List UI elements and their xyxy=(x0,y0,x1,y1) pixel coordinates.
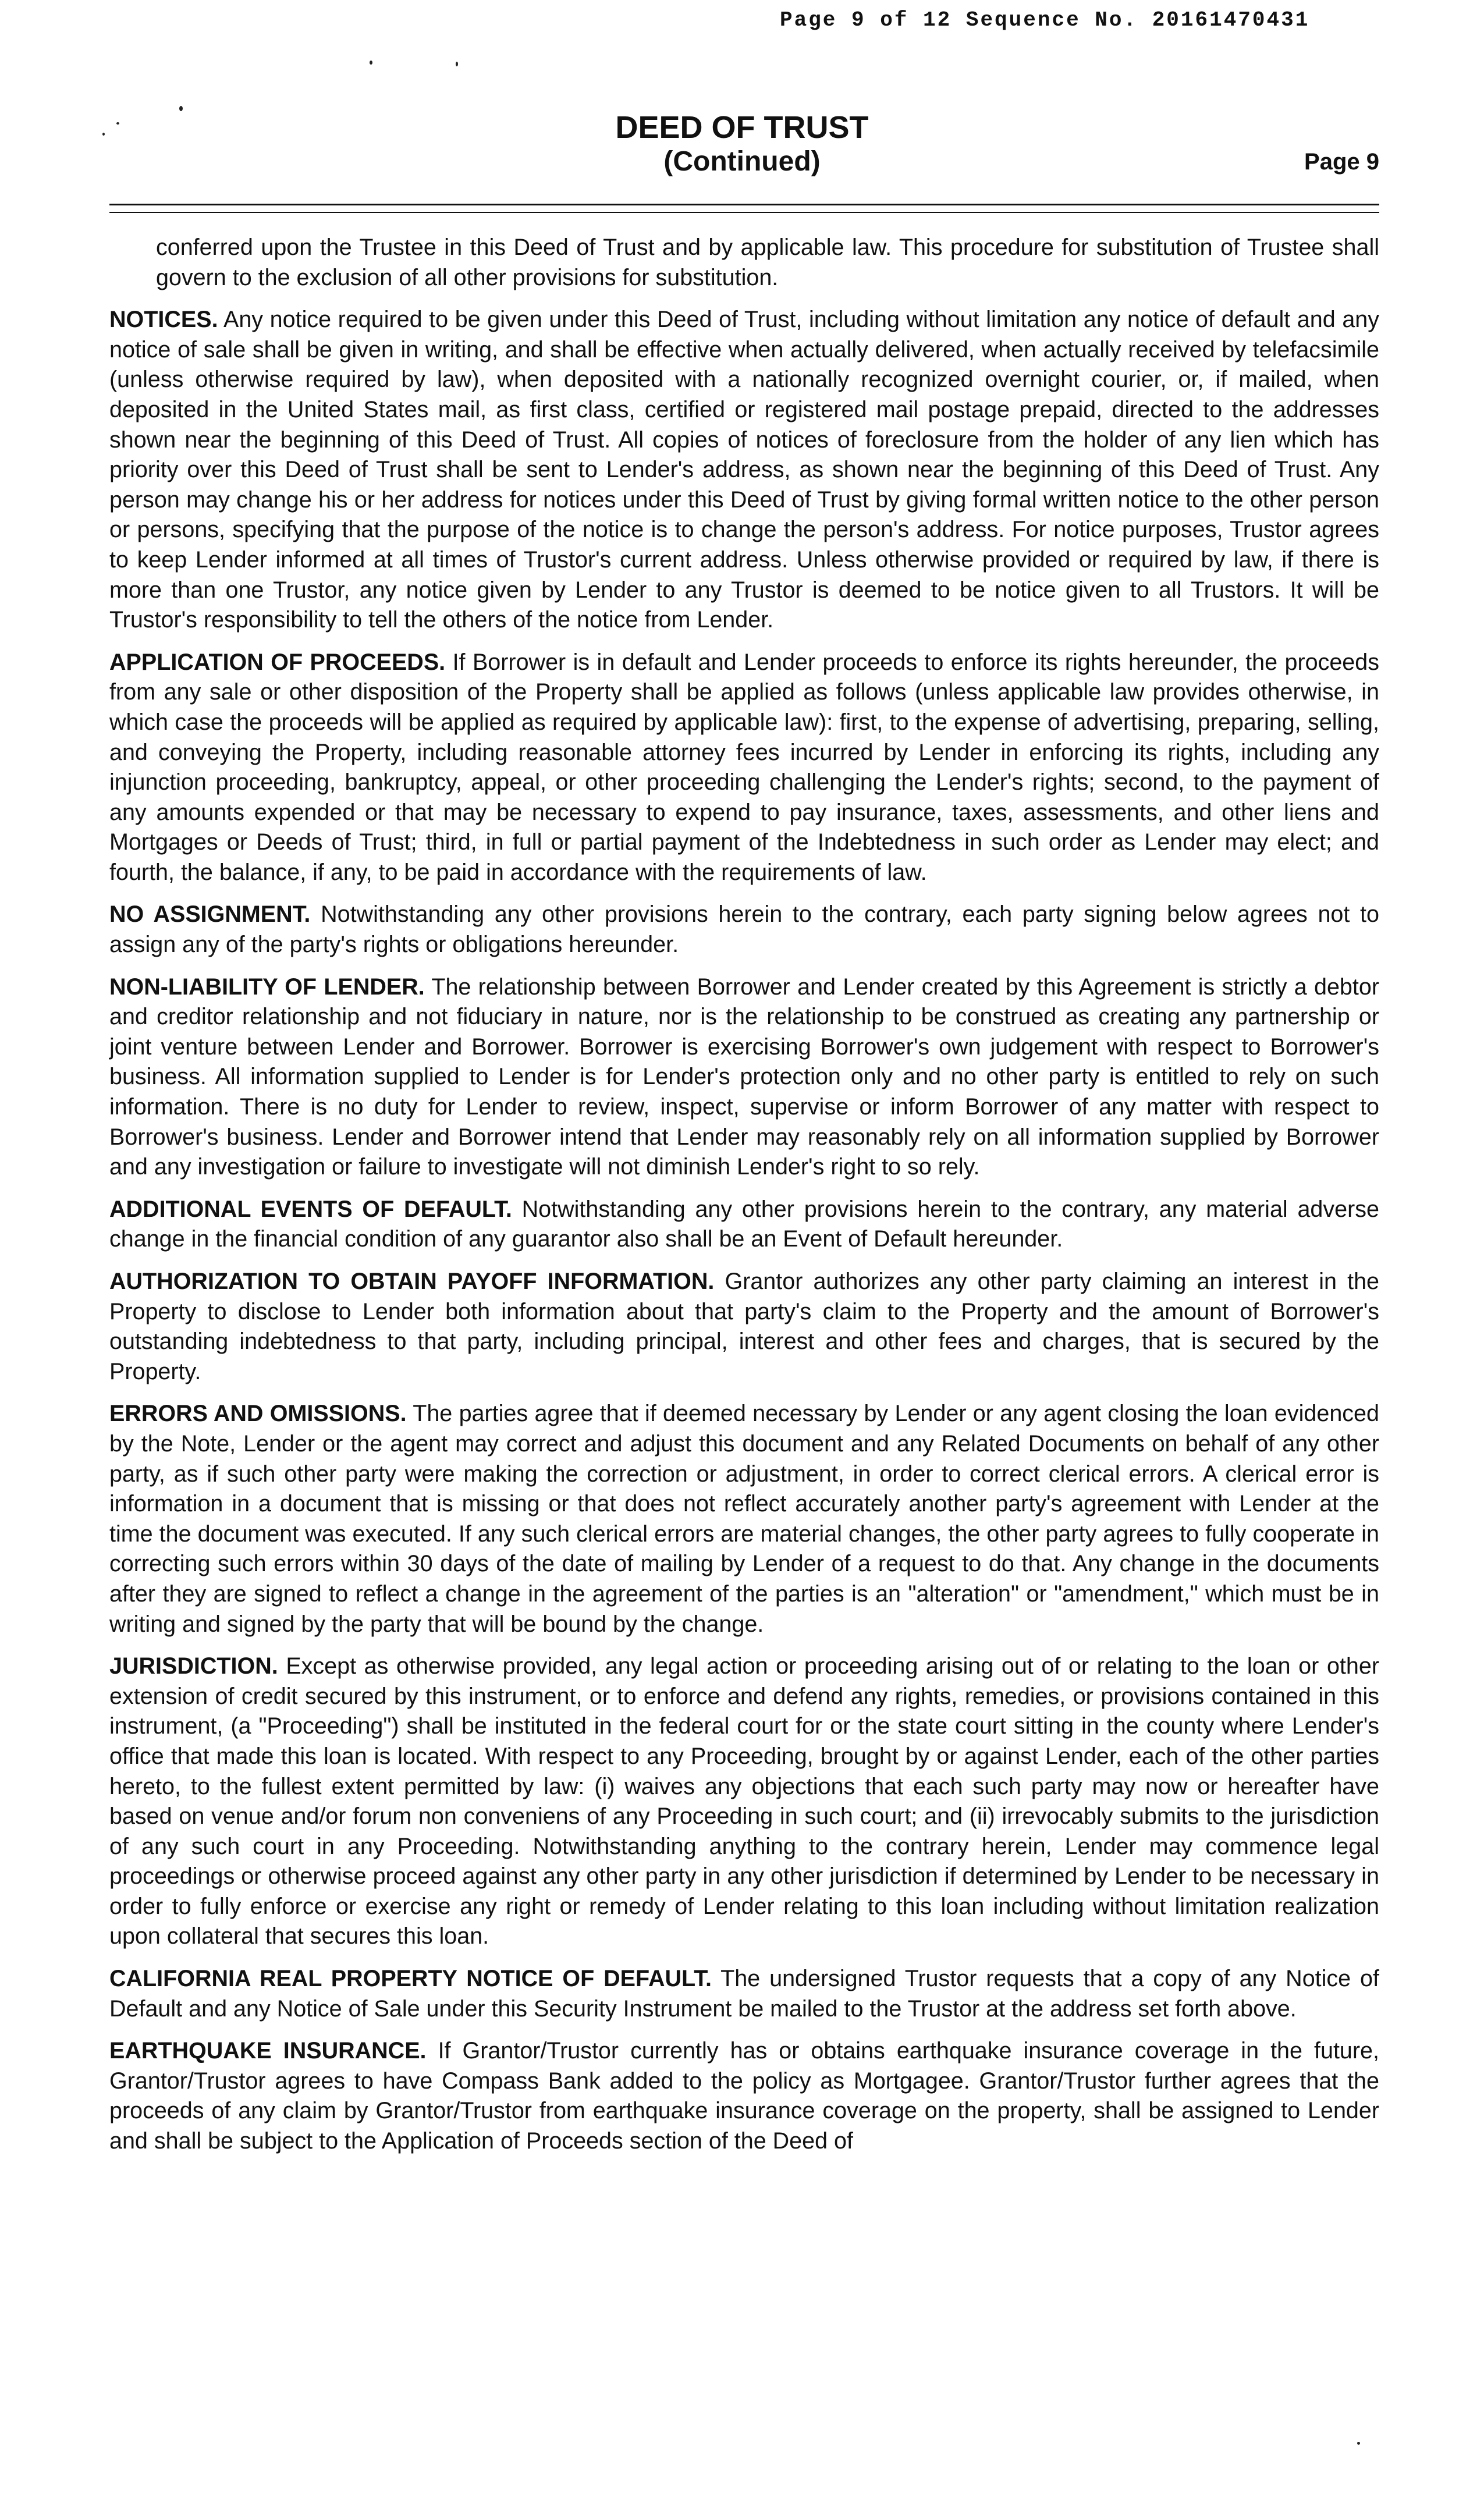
paragraph xyxy=(109,305,1379,635)
paragraph xyxy=(109,972,1379,1182)
document-body xyxy=(109,233,1379,2169)
paragraph-text: Grantor authorizes any other party claiming an interest in the Property to disclose to Lender both information about that party's claim to the Property and the amount of Borrower's outstanding indebtedness to that party, including principal, interest and other fees and charges, that is secured by the Property. xyxy=(109,1269,1380,1384)
paragraph xyxy=(109,648,1379,888)
section-heading: ERRORS AND OMISSIONS. xyxy=(109,1401,407,1427)
page-stamp: Page 9 of 12 Sequence No. 20161470431 xyxy=(780,8,1310,32)
paragraph-text: conferred upon the Trustee in this Deed of Trust and by applicable law. This procedure for substitution of Trustee shall govern to the exclusion of all other provisions for substitution. xyxy=(156,235,1379,290)
paragraph-text: Notwithstanding any other provisions herein to the contrary, each party signing below agrees not to assign any of the party's rights or obligations hereunder. xyxy=(109,901,1379,958)
paragraph xyxy=(109,1399,1379,1639)
scan-speck xyxy=(370,61,372,65)
section-heading: AUTHORIZATION TO OBTAIN PAYOFF INFORMATION. xyxy=(109,1269,715,1294)
paragraph-text: The undersigned Trustor requests that a copy of any Notice of Default and any Notice of Sale under this Security Instrument be mailed to the Trustor at the address set forth above. xyxy=(109,1966,1379,2022)
paragraph-text: If Borrower is in default and Lender proceeds to enforce its rights hereunder, the proceeds from any sale or other disposition of the Property shall be applied as follows (unless applicable law provides otherwise, in which case the proceeds will be applied as required by applicable law): first, to the expense of advertising, preparing, selling, and conveying the Property, including reasonable attorney fees incurred by Lender in enforcing its rights, including any injunction proceeding, bankruptcy, appeal, or other proceeding challenging the Lender's rights; second, to the payment of any amounts expended or that may be necessary to expend to pay insurance, taxes, assessments, and other liens and Mortgages or Deeds of Trust; third, in full or partial payment of the Indebtedness in such order as Lender may elect; and fourth, the balance, if any, to be paid in accordance with the requirements of law. xyxy=(109,649,1379,885)
header-divider xyxy=(109,212,1379,213)
paragraph-text: Notwithstanding any other provisions herein to the contrary, any material adverse change in the financial condition of any guarantor also shall be an Event of Default hereunder. xyxy=(109,1196,1379,1252)
paragraph-text: The relationship between Borrower and Lender created by this Agreement is strictly a debtor and creditor relationship and not fiduciary in nature, nor is the relationship to be construed as creating any partnership or joint venture between Lender and Borrower. Borrower is exercising Borrower's own judgement with respect to Borrower's business. All information supplied to Lender is for Lender's protection only and no other party is entitled to rely on such information. There is no duty for Lender to review, inspect, supervise or inform Borrower of any matter with respect to Borrower's business. Lender and Borrower intend that Lender may reasonably rely on all information supplied by Borrower and any investigation or failure to investigate will not diminish Lender's right to so rely. xyxy=(109,974,1379,1180)
section-heading: NON-LIABILITY OF LENDER. xyxy=(109,974,425,1000)
paragraph xyxy=(109,900,1379,960)
paragraph-text: Any notice required to be given under this Deed of Trust, including without limitation any notice of default and any notice of sale shall be given in writing, and shall be effective when actually delivered, when actually received by telefacsimile (unless otherwise required by law), when deposited with a nationally recognized overnight courier, or, if mailed, when deposited in the United States mail, as first class, certified or registered mail postage prepaid, directed to the addresses shown near the beginning of this Deed of Trust. All copies of notices of foreclosure from the holder of any lien which has priority over this Deed of Trust shall be sent to Lender's address, as shown near the beginning of this Deed of Trust. Any person may change his or her address for notices under this Deed of Trust by giving formal written notice to the other person or persons, specifying that the purpose of the notice is to change the person's address. For notice purposes, Trustor agrees to keep Lender informed at all times of Trustor's current address. Unless otherwise provided or required by law, if there is more than one Trustor, any notice given by Lender to any Trustor is deemed to be notice given to all Trustors. It will be Trustor's responsibility to tell the others of the notice from Lender. xyxy=(109,307,1380,633)
section-heading: CALIFORNIA REAL PROPERTY NOTICE OF DEFAULT. xyxy=(109,1966,712,1992)
scan-speck xyxy=(456,62,458,66)
section-heading: NOTICES. xyxy=(109,307,218,333)
paragraph-text: Except as otherwise provided, any legal action or proceeding arising out of or relating to the loan or other extension of credit secured by this instrument, or to enforce and defend any rights, remedies, or provisions contained in this instrument, (a "Proceeding") shall be instituted in the federal court for or the state court sitting in the county where Lender's office that made this loan is located. With respect to any Proceeding, brought by or against Lender, each of the other parties hereto, to the fullest extent permitted by law: (i) waives any objections that each such party may now or hereafter have based on venue and/or forum non conveniens of any Proceeding in such court; and (ii) irrevocably submits to the jurisdiction of any such court in any Proceeding. Notwithstanding anything to the contrary herein, Lender may commence legal proceedings or otherwise proceed against any other party in any other jurisdiction if determined by Lender to be necessary in order to fully enforce or exercise any right or remedy of Lender relating to this loan including without limitation realization upon collateral that secures this loan. xyxy=(109,1653,1379,1949)
section-heading: NO ASSIGNMENT. xyxy=(109,901,311,928)
section-heading: ADDITIONAL EVENTS OF DEFAULT. xyxy=(109,1196,512,1222)
document-title: DEED OF TRUST xyxy=(615,110,869,145)
paragraph-text: The parties agree that if deemed necessary by Lender or any agent closing the loan evidenced by the Note, Lender or the agent may correct and adjust this document and any Related Documents on behalf of any other party, as if such other party were making the correction or adjustment, in order to correct clerical errors. A clerical error is information in a document that is missing or that does not reflect accurately another party's agreement with Lender at the time the document was executed. If any such clerical errors are material changes, the other party agrees to fully cooperate in correcting such errors within 30 days of the date of mailing by Lender of a request to do that. Any change in the documents after they are signed to reflect a change in the agreement of the parties is an "alteration" or "amendment," which must be in writing and signed by the party that will be bound by the change. xyxy=(109,1401,1379,1637)
page-number: Page 9 xyxy=(1304,149,1379,175)
paragraph xyxy=(109,1195,1379,1255)
scan-speck xyxy=(1357,2442,1360,2445)
paragraph xyxy=(109,1267,1379,1387)
paragraph xyxy=(109,233,1379,293)
header-divider xyxy=(109,204,1379,205)
section-heading: EARTHQUAKE INSURANCE. xyxy=(109,2038,427,2064)
section-heading: JURISDICTION. xyxy=(109,1653,278,1679)
section-heading: APPLICATION OF PROCEEDS. xyxy=(109,649,446,675)
paragraph-text: If Grantor/Trustor currently has or obtains earthquake insurance coverage in the future, Grantor/Trustor agrees to have Compass Bank added to the policy as Mortgagee. Grantor/Trustor further agrees that the proceeds of any claim by Grantor/Trustor from earthquake insurance coverage on the property, shall be assigned to Lender and shall be subject to the Application of Proceeds section of the Deed of xyxy=(109,2038,1379,2154)
paragraph xyxy=(109,1652,1379,1952)
document-subtitle: (Continued) xyxy=(663,146,821,177)
paragraph xyxy=(109,2036,1379,2156)
paragraph xyxy=(109,1964,1379,2024)
